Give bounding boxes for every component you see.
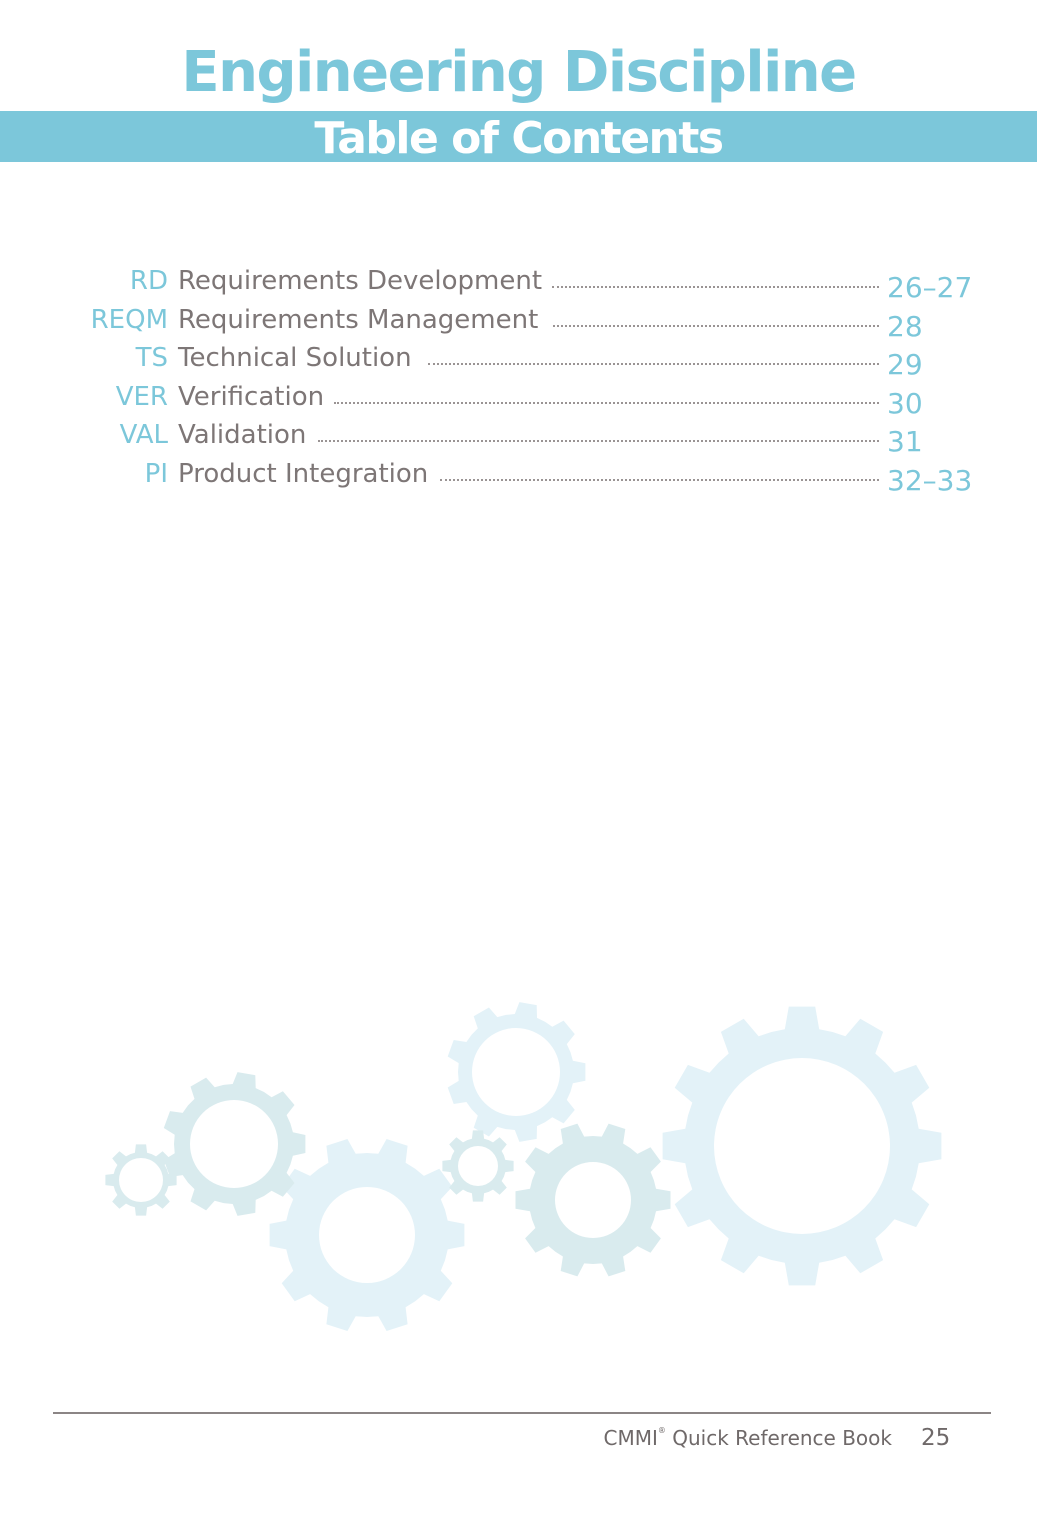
toc-abbreviation: PI [144, 458, 168, 489]
toc-abbreviation: REQM [90, 304, 168, 335]
footer-page-number: 25 [921, 1425, 951, 1451]
toc-label: Technical Solution [178, 343, 412, 373]
toc-label: Validation [178, 420, 307, 450]
toc-page-number: 28 [887, 309, 923, 343]
toc-entry[interactable] [0, 343, 1037, 382]
dot-leader [318, 440, 879, 442]
toc-page-number: 26–27 [887, 271, 973, 304]
toc-entry[interactable] [0, 382, 1037, 421]
toc-label: Product Integration [178, 458, 429, 489]
gears-icon [0, 990, 1037, 1350]
dot-leader [428, 363, 879, 365]
toc-label: Requirements Management [178, 304, 539, 335]
toc-abbreviation: VER [115, 381, 168, 412]
page-title: Engineering Discipline [181, 40, 856, 105]
dot-leader [553, 325, 879, 327]
toc-entry[interactable] [0, 459, 1037, 498]
toc-page-number: 32–33 [887, 463, 973, 497]
toc-abbreviation: RD [129, 266, 168, 296]
footer-book-suffix: Quick Reference Book [672, 1426, 892, 1450]
toc-page-number: 31 [887, 425, 923, 458]
toc-abbreviation: TS [135, 343, 168, 373]
footer-rule [53, 1412, 991, 1414]
dot-leader [552, 286, 879, 288]
table-of-contents [0, 266, 1037, 497]
footer-book-title [604, 1426, 893, 1450]
toc-page-number: 29 [887, 348, 923, 381]
section-subtitle: Table of Contents [314, 113, 723, 164]
footer-book-prefix: CMMI [603, 1426, 658, 1450]
toc-entry[interactable] [0, 420, 1037, 459]
header-band [0, 111, 1037, 162]
toc-page-number: 30 [887, 386, 923, 420]
toc-abbreviation: VAL [119, 420, 168, 450]
dot-leader [334, 402, 879, 404]
toc-label: Verification [178, 381, 325, 412]
toc-entry[interactable] [0, 266, 1037, 305]
toc-label: Requirements Development [178, 266, 543, 296]
toc-entry[interactable] [0, 305, 1037, 344]
registered-mark: ® [657, 1426, 666, 1435]
dot-leader [440, 479, 879, 481]
